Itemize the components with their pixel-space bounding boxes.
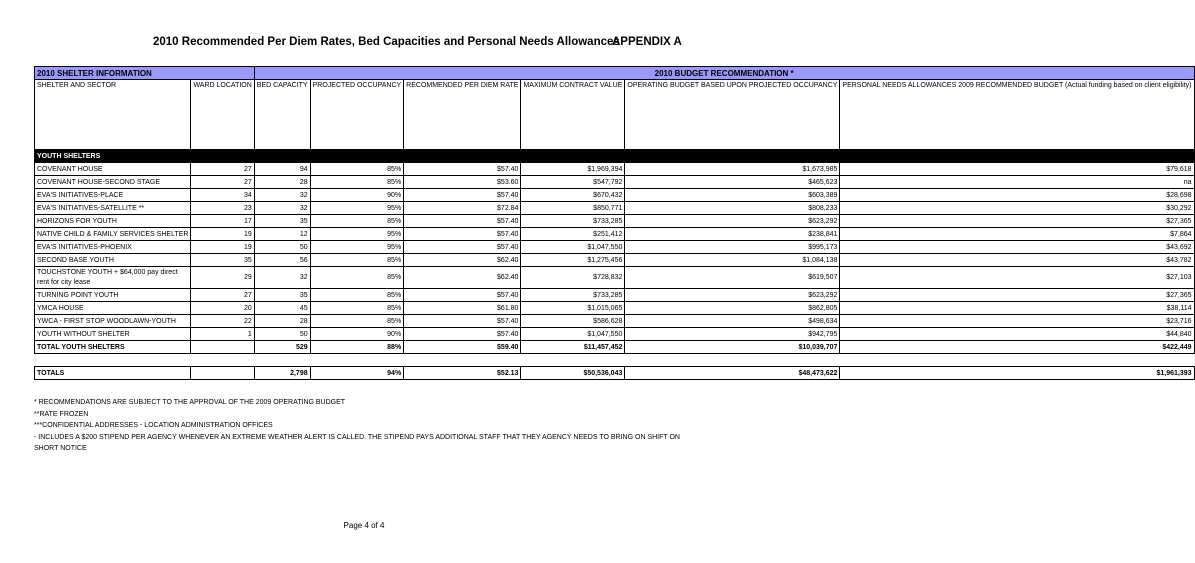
footnotes [34, 397, 694, 455]
table-row [35, 289, 1195, 302]
cell-per-diem: $62.40 [404, 267, 521, 289]
section-header-row [35, 67, 1195, 80]
document-title-bar [0, 36, 728, 50]
footnote: * RECOMMENDATIONS ARE SUBJECT TO THE APPROVAL OF THE 2009 OPERATING BUDGET [34, 399, 346, 406]
cell-personal-needs: $30,292 [840, 202, 1194, 215]
cell-contract-value: $50,536,043 [521, 367, 625, 380]
table-row [35, 163, 1195, 176]
table-row [35, 328, 1195, 341]
cell-contract-value: $11,457,452 [521, 341, 625, 354]
cell-contract-value: $586,628 [521, 315, 625, 328]
cell-contract-value: $1,969,394 [521, 163, 625, 176]
cell-shelter-name: TOTAL YOUTH SHELTERS [35, 341, 191, 354]
cell-per-diem: $57.40 [404, 328, 521, 341]
cell-occupancy: 85% [310, 289, 404, 302]
cell-operating-budget: $498,634 [625, 315, 840, 328]
cell-contract-value: $1,275,456 [521, 254, 625, 267]
cell-shelter-name: NATIVE CHILD & FAMILY SERVICES SHELTER [35, 228, 191, 241]
cell-ward: 17 [191, 215, 254, 228]
cell-occupancy: 94% [310, 367, 404, 380]
cell-shelter-name: EVA'S INITIATIVES-SATELLITE ** [35, 202, 191, 215]
cell-contract-value: $547,792 [521, 176, 625, 189]
cell-bed-capacity: 35 [254, 289, 310, 302]
table-row [35, 267, 1195, 289]
cell-occupancy: 90% [310, 328, 404, 341]
shelter-table [34, 66, 1195, 380]
cell-contract-value: $1,015,065 [521, 302, 625, 315]
table-row [35, 315, 1195, 328]
cell-shelter-name: HORIZONS FOR YOUTH [35, 215, 191, 228]
cell-bed-capacity: 12 [254, 228, 310, 241]
footnote: ***CONFIDENTIAL ADDRESSES - LOCATION ADMINISTRATION OFFICES [34, 422, 273, 429]
cell-personal-needs: $1,961,393 [840, 367, 1194, 380]
cell-ward: 1 [191, 328, 254, 341]
spacer-cell [35, 354, 1195, 367]
cell-per-diem: $61.80 [404, 302, 521, 315]
cell-personal-needs: $23,716 [840, 315, 1194, 328]
table-row [35, 302, 1195, 315]
cell-per-diem: $57.40 [404, 163, 521, 176]
table-row [35, 176, 1195, 189]
cell-bed-capacity: 529 [254, 341, 310, 354]
cell-operating-budget: $623,292 [625, 215, 840, 228]
cell-per-diem: $59.40 [404, 341, 521, 354]
cell-operating-budget: $48,473,622 [625, 367, 840, 380]
cell-personal-needs: $38,114 [840, 302, 1194, 315]
cell-personal-needs: $43,692 [840, 241, 1194, 254]
cell-ward: 29 [191, 267, 254, 289]
cell-ward: 35 [191, 254, 254, 267]
cell-shelter-name: EVA'S INITIATIVES-PHOENIX [35, 241, 191, 254]
cell-operating-budget: $1,673,985 [625, 163, 840, 176]
cell-operating-budget: $862,805 [625, 302, 840, 315]
cell-shelter-name: TOUCHSTONE YOUTH + $64,000 pay direct rent for city lease [35, 267, 191, 289]
cell-ward: 34 [191, 189, 254, 202]
cell-ward: 19 [191, 241, 254, 254]
col-shelter-sector: SHELTER AND SECTOR [35, 80, 191, 150]
col-max-contract-value: MAXIMUM CONTRACT VALUE [521, 80, 625, 150]
cell-ward: 22 [191, 315, 254, 328]
cell-personal-needs: $27,365 [840, 289, 1194, 302]
subtotal-row [35, 341, 1195, 354]
cell-bed-capacity: 50 [254, 241, 310, 254]
cell-personal-needs: $27,365 [840, 215, 1194, 228]
cell-per-diem: $57.40 [404, 241, 521, 254]
table-row [35, 202, 1195, 215]
section-budget-recommendation: 2010 BUDGET RECOMMENDATION * [254, 67, 1194, 80]
cell-shelter-name: COVENANT HOUSE [35, 163, 191, 176]
cell-bed-capacity: 50 [254, 328, 310, 341]
column-header-row [35, 80, 1195, 150]
cell-ward [191, 367, 254, 380]
cell-ward: 20 [191, 302, 254, 315]
cell-ward: 23 [191, 202, 254, 215]
cell-bed-capacity: 28 [254, 176, 310, 189]
cell-contract-value: $733,285 [521, 215, 625, 228]
table-row [35, 241, 1195, 254]
cell-per-diem: $57.40 [404, 289, 521, 302]
cell-personal-needs: $27,103 [840, 267, 1194, 289]
cell-operating-budget: $619,507 [625, 267, 840, 289]
cell-personal-needs: $422,449 [840, 341, 1194, 354]
cell-occupancy: 85% [310, 254, 404, 267]
cell-shelter-name: TURNING POINT YOUTH [35, 289, 191, 302]
table-row [35, 189, 1195, 202]
cell-personal-needs: na [840, 176, 1194, 189]
cell-personal-needs: $44,840 [840, 328, 1194, 341]
cell-occupancy: 85% [310, 267, 404, 289]
document-title: 2010 Recommended Per Diem Rates, Bed Capacities and Personal Needs Allowances [153, 36, 620, 48]
cell-bed-capacity: 32 [254, 189, 310, 202]
cell-operating-budget: $238,841 [625, 228, 840, 241]
cell-shelter-name: EVA'S INITIATIVES-PLACE [35, 189, 191, 202]
cell-bed-capacity: 45 [254, 302, 310, 315]
col-personal-needs: PERSONAL NEEDS ALLOWANCES 2009 RECOMMENDED BUDGET (Actual funding based on client eligibility) [840, 80, 1194, 150]
cell-bed-capacity: 32 [254, 267, 310, 289]
cell-operating-budget: $1,084,138 [625, 254, 840, 267]
table-row [35, 215, 1195, 228]
cell-occupancy: 85% [310, 176, 404, 189]
cell-occupancy: 90% [310, 189, 404, 202]
cell-contract-value: $1,047,550 [521, 241, 625, 254]
cell-occupancy: 85% [310, 302, 404, 315]
cell-shelter-name: COVENANT HOUSE-SECOND STAGE [35, 176, 191, 189]
cell-occupancy: 85% [310, 163, 404, 176]
cell-bed-capacity: 32 [254, 202, 310, 215]
cell-ward: 27 [191, 176, 254, 189]
cell-occupancy: 95% [310, 202, 404, 215]
appendix-label: APPENDIX A [612, 36, 682, 48]
table-row [35, 254, 1195, 267]
cell-per-diem: $57.40 [404, 315, 521, 328]
cell-operating-budget: $603,389 [625, 189, 840, 202]
cell-contract-value: $670,432 [521, 189, 625, 202]
section-shelter-info: 2010 SHELTER INFORMATION [35, 67, 255, 80]
cell-operating-budget: $808,233 [625, 202, 840, 215]
cell-contract-value: $251,412 [521, 228, 625, 241]
cell-contract-value: $733,285 [521, 289, 625, 302]
cell-personal-needs: $43,782 [840, 254, 1194, 267]
cell-per-diem: $52.13 [404, 367, 521, 380]
cell-contract-value: $850,771 [521, 202, 625, 215]
cell-per-diem: $57.40 [404, 215, 521, 228]
cell-per-diem: $62.40 [404, 254, 521, 267]
col-projected-occupancy: PROJECTED OCCUPANCY [310, 80, 404, 150]
cell-shelter-name: YOUTH WITHOUT SHELTER [35, 328, 191, 341]
cell-shelter-name: TOTALS [35, 367, 191, 380]
cell-shelter-name: SECOND BASE YOUTH [35, 254, 191, 267]
cell-operating-budget: $465,623 [625, 176, 840, 189]
cell-occupancy: 88% [310, 341, 404, 354]
col-bed-capacity: BED CAPACITY [254, 80, 310, 150]
cell-ward: 19 [191, 228, 254, 241]
cell-per-diem: $53.60 [404, 176, 521, 189]
cell-contract-value: $1,047,550 [521, 328, 625, 341]
cell-personal-needs: $7,864 [840, 228, 1194, 241]
col-ward-location: WARD LOCATION [191, 80, 254, 150]
cell-bed-capacity: 35 [254, 215, 310, 228]
cell-ward: 27 [191, 289, 254, 302]
footnote: - INCLUDES A $200 STIPEND PER AGENCY WHENEVER AN EXTREME WEATHER ALERT IS CALLED. THE STIPEND PAYS ADDITIONAL STAFF THAT THEY AGENCY NEEDS TO BRING ON SHIFT ON SHORT NOTICE [34, 433, 680, 452]
table-row [35, 228, 1195, 241]
cell-personal-needs: $28,698 [840, 189, 1194, 202]
cell-occupancy: 95% [310, 241, 404, 254]
col-operating-budget: OPERATING BUDGET BASED UPON PROJECTED OCCUPANCY [625, 80, 840, 150]
cell-personal-needs: $79,618 [840, 163, 1194, 176]
totals-row [35, 367, 1195, 380]
cell-per-diem: $57.40 [404, 228, 521, 241]
cell-bed-capacity: 56 [254, 254, 310, 267]
cell-operating-budget: $942,795 [625, 328, 840, 341]
cell-shelter-name: YWCA - FIRST STOP WOODLAWN-YOUTH [35, 315, 191, 328]
cell-per-diem: $57.40 [404, 189, 521, 202]
cell-ward: 27 [191, 163, 254, 176]
group-label: YOUTH SHELTERS [35, 150, 1195, 163]
cell-bed-capacity: 28 [254, 315, 310, 328]
cell-bed-capacity: 2,798 [254, 367, 310, 380]
cell-occupancy: 95% [310, 228, 404, 241]
footnote: **RATE FROZEN [34, 410, 89, 418]
spacer-row [35, 354, 1195, 367]
cell-occupancy: 85% [310, 315, 404, 328]
cell-shelter-name: YMCA HOUSE [35, 302, 191, 315]
cell-operating-budget: $10,039,707 [625, 341, 840, 354]
col-per-diem-rate: RECOMMENDED PER DIEM RATE [404, 80, 521, 150]
cell-ward [191, 341, 254, 354]
cell-operating-budget: $995,173 [625, 241, 840, 254]
cell-per-diem: $72.84 [404, 202, 521, 215]
cell-contract-value: $728,832 [521, 267, 625, 289]
cell-occupancy: 85% [310, 215, 404, 228]
page-number: Page 4 of 4 [343, 521, 385, 530]
group-label-row [35, 150, 1195, 163]
cell-operating-budget: $623,292 [625, 289, 840, 302]
cell-bed-capacity: 94 [254, 163, 310, 176]
